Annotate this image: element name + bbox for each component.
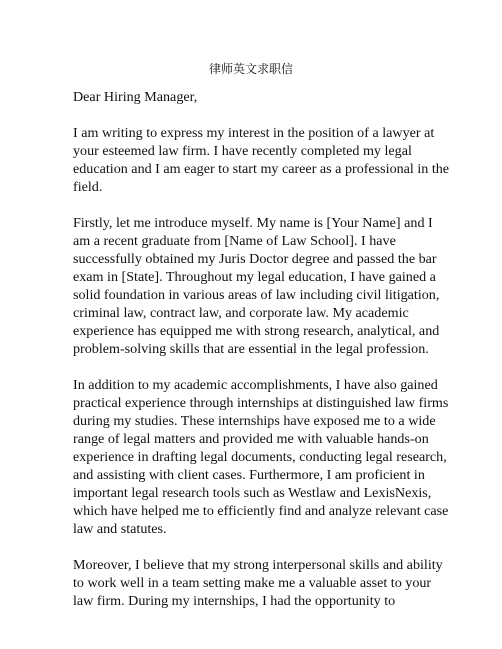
text-line: practical experience through internships at distinguished law firms — [73, 395, 449, 411]
text-line: to work well in a team setting make me a valuable asset to your — [73, 575, 432, 591]
text-line: during my studies. These internships have exposed me to a wide — [73, 413, 436, 429]
text-line: exam in [State]. Throughout my legal education, I have gained a — [73, 269, 436, 285]
text-line: important legal research tools such as Westlaw and LexisNexis, — [73, 485, 432, 501]
text-line: education and I am eager to start my career as a professional in the — [73, 161, 450, 177]
text-line: which have helped me to efficiently find and analyze relevant case — [73, 503, 449, 519]
paragraph-introduction — [73, 214, 440, 358]
text-line: am a recent graduate from [Name of Law School]. I have — [73, 233, 396, 249]
text-line: I am writing to express my interest in the position of a lawyer at — [73, 125, 435, 141]
text-line: law and statutes. — [73, 521, 167, 537]
text-line: and assisting with client cases. Furthermore, I am proficient in — [73, 467, 425, 483]
paragraph-interpersonal — [73, 556, 443, 610]
text-line: range of legal matters and provided me with valuable hands-on — [73, 431, 429, 447]
salutation — [73, 88, 433, 106]
text-line: field. — [73, 179, 103, 195]
text-line: experience in drafting legal documents, conducting legal research, — [73, 449, 447, 465]
text-line: Firstly, let me introduce myself. My name is [Your Name] and I — [73, 215, 433, 231]
text-line: experience has equipped me with strong research, analytical, and — [73, 323, 440, 339]
text-line: Moreover, I believe that my strong interpersonal skills and ability — [73, 557, 443, 573]
text-line: In addition to my academic accomplishments, I have also gained — [73, 377, 438, 393]
letter-body — [73, 88, 450, 628]
document-title: 律师英文求职信 — [208, 62, 293, 76]
paragraph-interest — [73, 124, 450, 196]
text-line: solid foundation in various areas of law including civil litigation, — [73, 287, 440, 303]
paragraph-experience — [73, 376, 449, 538]
salutation-line: Dear Hiring Manager, — [73, 89, 198, 105]
text-line: problem-solving skills that are essential in the legal profession. — [73, 341, 429, 357]
text-line: successfully obtained my Juris Doctor degree and passed the bar — [73, 251, 437, 267]
text-line: your esteemed law firm. I have recently completed my legal — [73, 143, 412, 159]
text-line: law firm. During my internships, I had the opportunity to — [73, 593, 396, 609]
text-line: criminal law, contract law, and corporate law. My academic — [73, 305, 409, 321]
